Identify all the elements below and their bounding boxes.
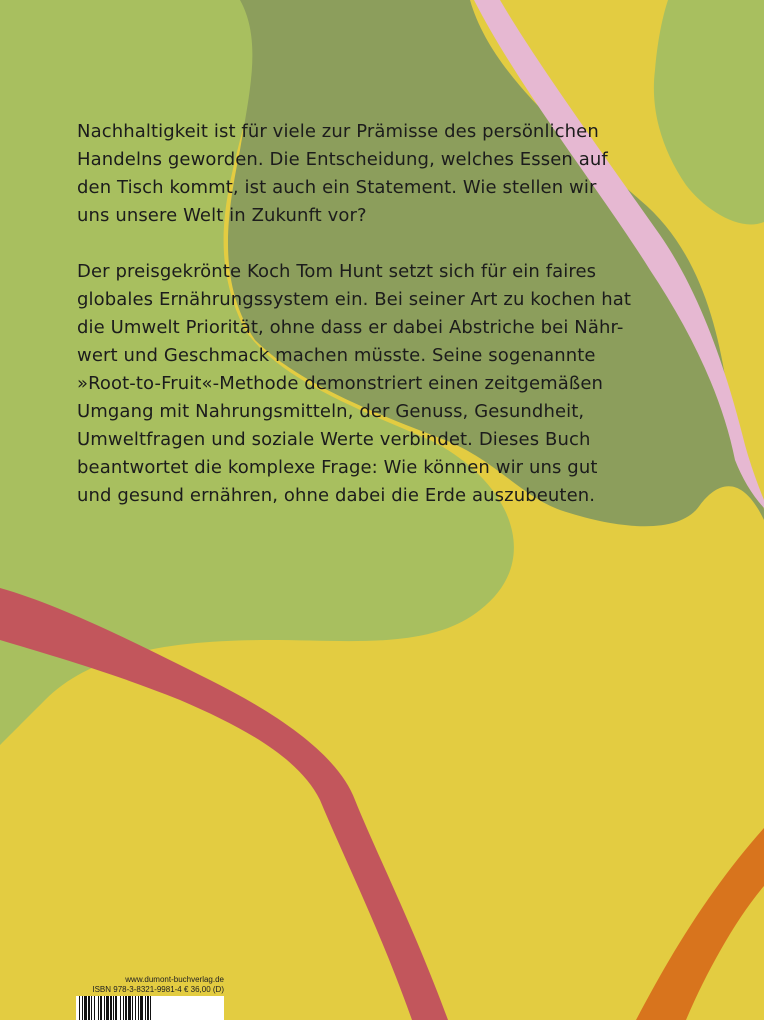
isbn-price: ISBN 978-3-8321-9981-4 € 36,00 (D) — [92, 985, 224, 994]
barcode-bar — [138, 996, 139, 1020]
barcode-bar — [110, 996, 112, 1020]
blurb-line: Umgang mit Nahrungsmitteln, der Genuss, Gesundheit, — [77, 401, 585, 422]
barcode-bar — [104, 996, 105, 1020]
blurb-line: Handelns geworden. Die Entscheidung, welches Essen auf — [77, 149, 608, 170]
blurb-line: die Umwelt Priorität, ohne dass er dabei Abstriche bei Nähr- — [77, 317, 624, 338]
barcode-bar — [123, 996, 124, 1020]
barcode-bar — [140, 996, 143, 1020]
barcode-bar — [115, 996, 117, 1020]
barcode-bar — [79, 996, 80, 1020]
blurb-line: Nachhaltigkeit ist für viele zur Prämisse des persönlichen — [77, 121, 599, 142]
barcode-bar — [84, 996, 87, 1020]
barcode-bar — [94, 996, 95, 1020]
blurb-line: und gesund ernähren, ohne dabei die Erde auszubeuten. — [77, 485, 596, 506]
barcode-bar — [91, 996, 92, 1020]
blurb-line: uns unsere Welt in Zukunft vor? — [77, 205, 367, 226]
barcode-bar — [88, 996, 90, 1020]
blurb-line: Umweltfragen und soziale Werte verbindet. Dieses Buch — [77, 429, 591, 450]
barcode-bar — [82, 996, 83, 1020]
blurb-line: globales Ernährungssystem ein. Bei seiner Art zu kochen hat — [77, 289, 632, 310]
barcode-bar — [113, 996, 114, 1020]
barcode-bar — [106, 996, 109, 1020]
blurb-line: den Tisch kommt, ist auch ein Statement. Wie stellen wir — [77, 177, 597, 198]
barcode-bar — [150, 996, 151, 1020]
blurb-line: beantwortet die komplexe Frage: Wie können wir uns gut — [77, 457, 598, 478]
blurb-line: »Root-to-Fruit«-Methode demonstriert einen zeitgemäßen — [77, 373, 604, 394]
barcode-bar — [147, 996, 149, 1020]
barcode-bar — [98, 996, 99, 1020]
barcode-bar — [145, 996, 146, 1020]
publisher-website: www.dumont-buchverlag.de — [125, 975, 224, 984]
barcode-icon — [76, 996, 224, 1020]
barcode-bar — [128, 996, 131, 1020]
barcode-bar — [132, 996, 133, 1020]
blurb-line: wert und Geschmack machen müsste. Seine sogenannte — [77, 345, 596, 366]
barcode-bar — [125, 996, 127, 1020]
blurb-paragraph-2 — [77, 258, 637, 510]
blurb-line: Der preisgekrönte Koch Tom Hunt setzt sich für ein faires — [77, 261, 597, 282]
barcode-bar — [135, 996, 136, 1020]
barcode-bar — [100, 996, 102, 1020]
blurb-paragraph-1 — [77, 118, 637, 230]
barcode-bar — [120, 996, 121, 1020]
